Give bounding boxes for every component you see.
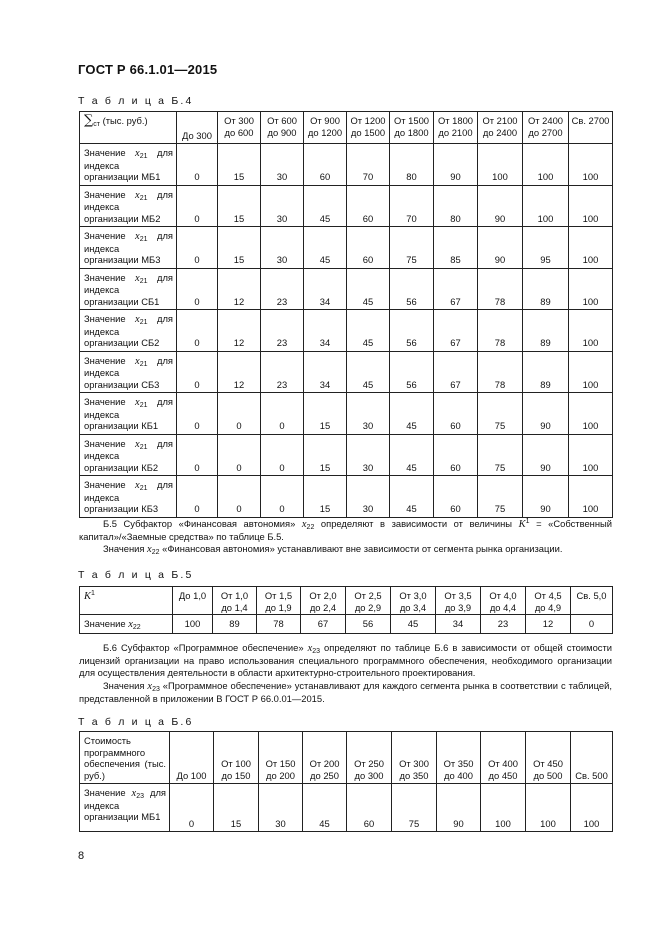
table-cell: 0 (571, 615, 613, 634)
table-row (80, 476, 613, 518)
table-b5-col-header: От 4,0 до 4,4 (481, 587, 526, 615)
table-cell: 100 (569, 227, 613, 269)
table-cell: 0 (177, 227, 218, 269)
corner-unit-label: (тыс. руб.) (102, 115, 148, 126)
table-cell: 100 (478, 144, 523, 186)
row-label-text: Значение (84, 437, 136, 449)
table-b6-col-header: Св. 500 (571, 732, 613, 784)
row-label-text: Значение (84, 618, 129, 629)
subscript: 21 (139, 277, 148, 285)
table-cell: 45 (390, 393, 434, 435)
table-cell: 100 (569, 144, 613, 186)
table-cell: 75 (478, 476, 523, 518)
para-text: Значения (103, 680, 148, 691)
table-cell: 67 (434, 310, 478, 352)
row-label-text: для индекса организации КБ3 (84, 479, 173, 514)
table-b4-col-header: Св. 2700 (569, 112, 613, 144)
variable: K (518, 519, 526, 530)
table-b4-col-header: От 600 до 900 (261, 112, 304, 144)
table-cell: 45 (303, 784, 347, 832)
table-b5-col-header: Св. 5,0 (571, 587, 613, 615)
table-cell: 0 (177, 144, 218, 186)
table-b6-col-header: От 350 до 400 (437, 732, 481, 784)
paragraph-b5-line2 (79, 543, 612, 556)
row-label (80, 227, 177, 269)
table-b6 (79, 731, 613, 832)
table-cell: 0 (170, 784, 214, 832)
table-row (80, 185, 613, 227)
table-b6-col-header: От 400 до 450 (481, 732, 526, 784)
table-cell: 15 (218, 227, 261, 269)
table-cell: 0 (177, 351, 218, 393)
subscript: 21 (139, 153, 148, 160)
table-cell: 78 (478, 351, 523, 393)
table-cell: 15 (304, 476, 347, 518)
table-b5-col-header: От 4,5 до 4,9 (526, 587, 571, 615)
subscript: 22 (151, 549, 160, 556)
table-cell: 100 (569, 268, 613, 310)
variable: x (135, 189, 140, 201)
row-label-text: для индекса организации СБ2 (84, 313, 173, 348)
variable: x (301, 519, 307, 530)
table-cell: 30 (347, 476, 390, 518)
table-cell: 60 (347, 784, 392, 832)
table-cell: 45 (304, 185, 347, 227)
para-text: определяют в зависимости от величины (314, 518, 519, 529)
table-row (80, 227, 613, 269)
para-text: «Финансовая автономия» устанавливают вне зависимости от сегмента рынка организации. (159, 543, 563, 554)
table-cell: 90 (434, 144, 478, 186)
table-row (80, 615, 613, 634)
table-cell: 78 (478, 268, 523, 310)
table-cell: 45 (347, 351, 390, 393)
table-b5 (79, 586, 613, 634)
subscript: 21 (139, 402, 148, 409)
subscript: 22 (306, 524, 315, 531)
para-text: = «Собственный капитал»/«Заемные средства» по таблице Б.5. (79, 518, 612, 542)
row-label-text: для индекса организации КБ2 (84, 437, 173, 473)
table-b6-col-header: От 200 до 250 (303, 732, 347, 784)
variable: x (135, 272, 140, 284)
table-cell: 100 (569, 185, 613, 227)
table-cell: 0 (218, 476, 261, 518)
table-b4-corner (80, 112, 177, 144)
row-label (80, 185, 177, 227)
table-cell: 67 (301, 615, 346, 634)
table-cell: 34 (436, 615, 481, 634)
table-b6-col-header: До 100 (170, 732, 214, 784)
table-cell: 70 (390, 185, 434, 227)
table-cell: 15 (218, 185, 261, 227)
table-cell: 12 (218, 351, 261, 393)
sum-subscript: ст (93, 121, 100, 128)
table-b4-col-header: От 2100 до 2400 (478, 112, 523, 144)
subscript: 21 (139, 360, 148, 368)
document-header: ГОСТ Р 66.1.01—2015 (78, 62, 218, 77)
row-label-text: Значение (84, 230, 136, 241)
table-cell: 100 (569, 434, 613, 476)
table-cell: 89 (213, 615, 257, 634)
table-cell: 0 (177, 476, 218, 518)
table-cell: 100 (526, 784, 571, 832)
table-b6-header-row (80, 732, 613, 784)
row-label (80, 476, 177, 518)
table-b6-caption: Т а б л и ц а Б.6 (78, 716, 194, 728)
row-label (80, 351, 177, 393)
table-cell: 45 (304, 227, 347, 269)
table-b5-col-header: От 3,0 до 3,4 (391, 587, 436, 615)
table-cell: 15 (304, 434, 347, 476)
table-cell: 45 (347, 268, 390, 310)
table-b6-col-header: От 100 до 150 (214, 732, 259, 784)
table-cell: 89 (523, 268, 569, 310)
table-b5-col-header: От 1,5 до 1,9 (257, 587, 301, 615)
table-cell: 80 (390, 144, 434, 186)
table-b6-col-header: От 300 до 350 (392, 732, 437, 784)
table-row (80, 351, 613, 393)
table-b4-col-header: От 900 до 1200 (304, 112, 347, 144)
table-b4-col-header: От 300 до 600 (218, 112, 261, 144)
table-row (80, 393, 613, 435)
table-cell: 100 (523, 185, 569, 227)
subscript: 21 (139, 236, 148, 243)
row-label-text: Значение (84, 188, 136, 200)
table-cell: 80 (434, 185, 478, 227)
table-b5-col-header: От 1,0 до 1,4 (213, 587, 257, 615)
table-cell: 60 (434, 476, 478, 518)
table-cell: 56 (390, 268, 434, 310)
table-cell: 60 (347, 185, 390, 227)
table-b4-col-header: От 1800 до 2100 (434, 112, 478, 144)
table-row (80, 784, 613, 832)
row-label-text: Значение (84, 396, 136, 407)
table-row (80, 144, 613, 186)
table-cell: 100 (523, 144, 569, 186)
table-cell: 0 (177, 434, 218, 476)
table-cell: 56 (390, 351, 434, 393)
table-cell: 23 (261, 268, 304, 310)
table-cell: 56 (346, 615, 391, 634)
table-cell: 45 (391, 615, 436, 634)
table-cell: 23 (261, 351, 304, 393)
table-cell: 89 (523, 310, 569, 352)
table-cell: 34 (304, 351, 347, 393)
row-label (80, 310, 177, 352)
table-cell: 0 (261, 434, 304, 476)
variable: x (307, 643, 313, 654)
table-cell: 34 (304, 268, 347, 310)
subscript: 23 (152, 686, 160, 693)
table-cell: 60 (304, 144, 347, 186)
table-b4-col-header: От 1500 до 1800 (390, 112, 434, 144)
table-cell: 56 (390, 310, 434, 352)
table-cell: 100 (569, 476, 613, 518)
row-label-text: для индекса организации МБ2 (84, 188, 173, 224)
table-cell: 75 (390, 227, 434, 269)
table-b5-col-header: От 2,0 до 2,4 (301, 587, 346, 615)
table-cell: 30 (347, 393, 390, 435)
row-label (80, 268, 177, 310)
table-cell: 90 (478, 185, 523, 227)
table-cell: 12 (218, 268, 261, 310)
table-cell: 45 (390, 434, 434, 476)
table-cell: 95 (523, 227, 569, 269)
table-b4-col-header: До 300 (177, 112, 218, 144)
table-cell: 90 (478, 227, 523, 269)
para-text: Б.5 Субфактор «Финансовая автономия» (103, 518, 302, 529)
para-text: Б.6 Субфактор «Программное обеспечение» (103, 642, 308, 653)
table-cell: 12 (218, 310, 261, 352)
table-cell: 0 (261, 476, 304, 518)
subscript: 21 (139, 485, 148, 492)
table-cell: 45 (390, 476, 434, 518)
table-b5-col-header: До 1,0 (173, 587, 213, 615)
row-label-text: для индекса организации СБ3 (84, 354, 173, 390)
table-row (80, 268, 613, 310)
table-cell: 15 (218, 144, 261, 186)
paragraph-b6-line2 (79, 680, 612, 705)
table-cell: 90 (523, 434, 569, 476)
table-cell: 75 (478, 393, 523, 435)
table-cell: 60 (434, 393, 478, 435)
variable: x (135, 480, 140, 491)
variable: x (128, 619, 133, 630)
table-cell: 15 (304, 393, 347, 435)
subscript: 21 (139, 443, 148, 451)
table-cell: 67 (434, 268, 478, 310)
table-b6-corner: Стоимость программного обеспечения (тыс. руб.) (80, 732, 170, 784)
variable: x (135, 314, 140, 325)
sum-symbol: ∑ (84, 113, 94, 128)
table-cell: 0 (218, 393, 261, 435)
para-text: «Программное обеспечение» устанавливают для каждого сегмента рынка в соответствии с таблицей, представленной в приложении В ГОСТ Р 66.0.01—2015. (79, 680, 612, 704)
subscript: 21 (139, 319, 148, 326)
table-cell: 60 (434, 434, 478, 476)
row-label-text: Значение (84, 147, 136, 158)
table-b5-col-header: От 2,5 до 2,9 (346, 587, 391, 615)
subscript: 22 (132, 624, 141, 631)
table-cell: 60 (347, 227, 390, 269)
page-number: 8 (78, 850, 85, 862)
row-label-text: Значение (84, 479, 136, 490)
row-label-text: для индекса организации МБ3 (84, 230, 173, 265)
row-label-text: Значение (84, 313, 136, 324)
para-text: Значения (103, 543, 148, 554)
table-b5-corner (80, 587, 173, 615)
row-label-text: для индекса организации МБ1 (84, 787, 166, 822)
table-cell: 85 (434, 227, 478, 269)
table-cell: 100 (571, 784, 613, 832)
row-label (80, 615, 173, 634)
variable: x (135, 355, 140, 367)
table-cell: 12 (526, 615, 571, 634)
row-label-text: для индекса организации СБ1 (84, 271, 173, 307)
table-b4-header-row (80, 112, 613, 144)
table-b5-col-header: От 3,5 до 3,9 (436, 587, 481, 615)
table-cell: 78 (257, 615, 301, 634)
table-cell: 100 (569, 351, 613, 393)
table-cell: 67 (434, 351, 478, 393)
superscript: 1 (525, 518, 530, 525)
variable: x (135, 397, 140, 408)
table-cell: 75 (478, 434, 523, 476)
variable: x (135, 148, 140, 159)
table-row (80, 434, 613, 476)
paragraph-b5 (79, 518, 612, 543)
table-cell: 78 (478, 310, 523, 352)
paragraph-b6 (79, 642, 612, 679)
table-cell: 0 (177, 185, 218, 227)
para-text: определяют по таблице Б.6 в зависимости от общей стоимости лицензий организации на право использования специального программного обеспечения, необходимого организации для осуществления деятельности в области архитектурно-строительного проектирования. (79, 642, 612, 678)
table-cell: 0 (177, 310, 218, 352)
row-label-text: для индекса организации МБ1 (84, 147, 173, 182)
table-b6-col-header: От 150 до 200 (259, 732, 303, 784)
table-b6-col-header: От 250 до 300 (347, 732, 392, 784)
table-cell: 100 (569, 310, 613, 352)
table-cell: 34 (304, 310, 347, 352)
table-cell: 30 (261, 227, 304, 269)
table-cell: 30 (261, 144, 304, 186)
superscript: 1 (91, 590, 95, 597)
table-cell: 0 (177, 268, 218, 310)
subscript: 23 (312, 648, 321, 655)
table-cell: 70 (347, 144, 390, 186)
table-b4 (79, 111, 613, 518)
table-cell: 45 (347, 310, 390, 352)
variable: K (84, 591, 92, 602)
variable: x (135, 231, 140, 242)
table-cell: 100 (173, 615, 213, 634)
table-b4-col-header: От 1200 до 1500 (347, 112, 390, 144)
row-label-text: Значение (84, 354, 136, 366)
table-cell: 15 (214, 784, 259, 832)
variable: x (147, 544, 152, 555)
variable: x (135, 438, 140, 450)
table-row (80, 310, 613, 352)
row-label-text: Значение (84, 271, 136, 283)
row-label (80, 393, 177, 435)
table-cell: 100 (569, 393, 613, 435)
row-label (80, 434, 177, 476)
table-b4-caption: Т а б л и ц а Б.4 (78, 95, 194, 107)
subscript: 23 (136, 793, 145, 800)
table-b5-header-row (80, 587, 613, 615)
table-cell: 23 (481, 615, 526, 634)
table-cell: 30 (261, 185, 304, 227)
table-cell: 100 (481, 784, 526, 832)
table-cell: 30 (259, 784, 303, 832)
table-cell: 0 (261, 393, 304, 435)
table-cell: 30 (347, 434, 390, 476)
table-cell: 90 (437, 784, 481, 832)
table-cell: 0 (218, 434, 261, 476)
table-cell: 23 (261, 310, 304, 352)
row-label-text: Значение (84, 787, 132, 798)
table-b4-col-header: От 2400 до 2700 (523, 112, 569, 144)
table-cell: 90 (523, 476, 569, 518)
row-label (80, 144, 177, 186)
table-b5-caption: Т а б л и ц а Б.5 (78, 569, 194, 581)
table-b6-col-header: От 450 до 500 (526, 732, 571, 784)
table-cell: 0 (177, 393, 218, 435)
variable: x (147, 681, 153, 692)
row-label (80, 784, 170, 832)
row-label-text: для индекса организации КБ1 (84, 396, 173, 431)
table-cell: 90 (523, 393, 569, 435)
variable: x (131, 788, 137, 799)
table-cell: 89 (523, 351, 569, 393)
table-cell: 75 (392, 784, 437, 832)
subscript: 21 (139, 194, 148, 202)
